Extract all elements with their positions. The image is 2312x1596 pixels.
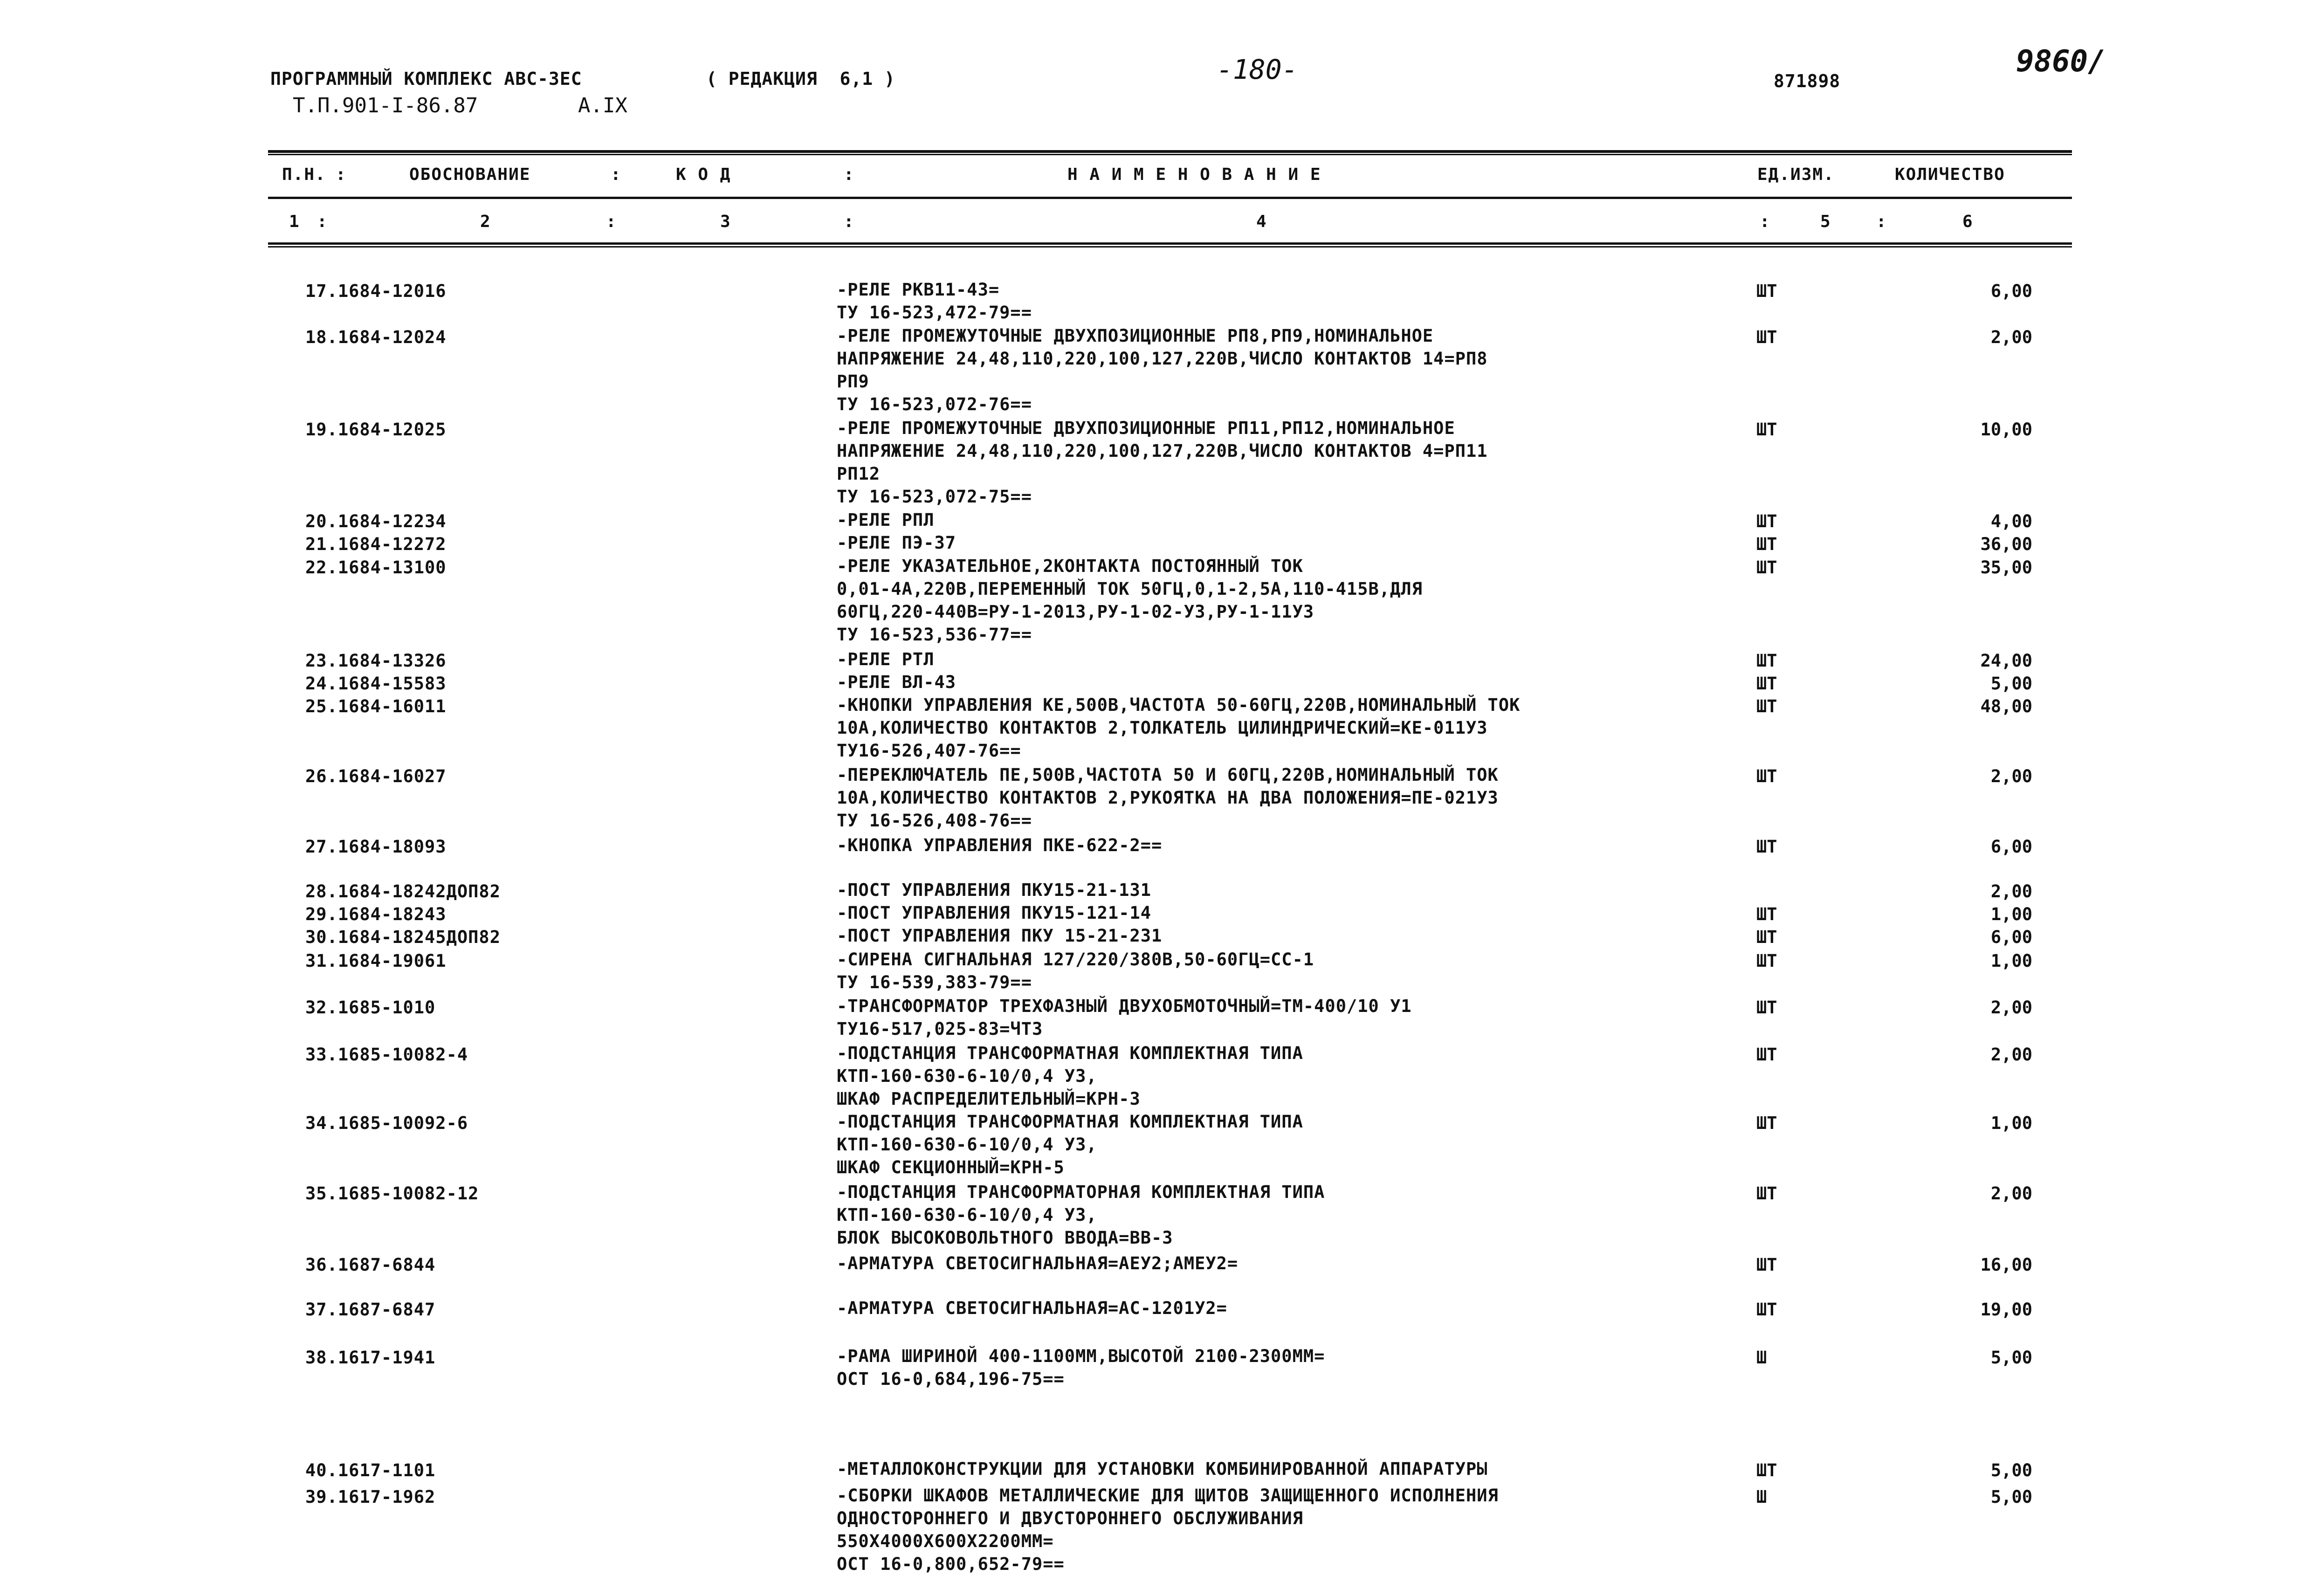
row-name-line: -СБОРКИ ШКАФОВ МЕТАЛЛИЧЕСКИЕ ДЛЯ ЩИТОВ ЗАЩИЩЕННОГО ИСПОЛНЕНИЯ xyxy=(837,1486,1499,1506)
row-name xyxy=(837,671,956,694)
col-header-pn: П.Н. xyxy=(282,165,326,184)
col-number-1: 1 xyxy=(289,212,300,231)
row-name-line: ТУ 16-523,472-79== xyxy=(837,303,1032,323)
row-name xyxy=(837,324,1488,416)
col-header-code: К О Д xyxy=(676,165,731,184)
row-code: 24.1684-15583 xyxy=(305,674,447,694)
row-name-line: ОСТ 16-0,684,196-75== xyxy=(837,1369,1065,1389)
row-unit: ШТ xyxy=(1756,1460,1777,1480)
row-name-line: КТП-160-630-6-10/0,4 У3, xyxy=(837,1135,1097,1155)
row-name-line: -РЕЛЕ ПЭ-37 xyxy=(837,533,956,553)
row-unit: ШТ xyxy=(1756,651,1777,671)
row-name-line: -РЕЛЕ ВЛ-43 xyxy=(837,672,956,692)
row-unit: ШТ xyxy=(1756,281,1777,301)
col-sep: : xyxy=(336,165,347,184)
col-sep: : xyxy=(844,212,855,231)
col-number-6: 6 xyxy=(1962,212,1974,231)
row-quantity: 1,00 xyxy=(1990,1113,2032,1133)
row-quantity: 5,00 xyxy=(1990,1348,2032,1368)
page-number: -180- xyxy=(1217,54,1298,85)
row-unit: ШТ xyxy=(1756,1255,1777,1275)
row-name xyxy=(837,1484,1499,1575)
row-unit: ШТ xyxy=(1756,998,1777,1018)
row-unit: ШТ xyxy=(1756,327,1777,347)
row-name-line: -АРМАТУРА СВЕТОСИГНАЛЬНАЯ=АС-1201У2= xyxy=(837,1298,1227,1318)
row-name xyxy=(837,834,1162,857)
row-name-line: ОДНОСТОРОННЕГО И ДВУСТОРОННЕГО ОБСЛУЖИВАНИЯ xyxy=(837,1508,1303,1528)
header-top-rule-thin xyxy=(268,154,2072,155)
col-header-unit: ЕД.ИЗМ. xyxy=(1757,165,1835,184)
row-code: 40.1617-1101 xyxy=(305,1460,436,1480)
row-name-line: 10А,КОЛИЧЕСТВО КОНТАКТОВ 2,РУКОЯТКА НА ДВА ПОЛОЖЕНИЯ=ПЕ-021У3 xyxy=(837,788,1499,808)
edition-label: ( РЕДАКЦИЯ 6,1 ) xyxy=(706,69,895,89)
row-name xyxy=(837,531,956,554)
header-top-rule xyxy=(268,150,2072,153)
row-quantity: 16,00 xyxy=(1980,1255,2032,1275)
row-name-line: ШКАФ РАСПРЕДЕЛИТЕЛЬНЫЙ=КРН-3 xyxy=(837,1089,1141,1109)
row-name xyxy=(837,694,1520,762)
row-quantity: 2,00 xyxy=(1990,766,2032,786)
row-name-line: РП9 xyxy=(837,371,869,392)
header-middle-rule xyxy=(268,197,2072,199)
row-code: 28.1684-18242ДОП82 xyxy=(305,881,501,901)
row-name-line: КТП-160-630-6-10/0,4 У3, xyxy=(837,1205,1097,1225)
row-name-line: НАПРЯЖЕНИЕ 24,48,110,220,100,127,220В,ЧИСЛО КОНТАКТОВ 14=РП8 xyxy=(837,349,1488,369)
row-name xyxy=(837,1252,1238,1275)
album-label: А.IX xyxy=(578,94,627,117)
row-quantity: 1,00 xyxy=(1990,904,2032,924)
row-code: 36.1687-6844 xyxy=(305,1255,436,1275)
row-name-line: ТУ 16-523,072-76== xyxy=(837,394,1032,414)
row-quantity: 2,00 xyxy=(1990,998,2032,1018)
row-unit: ШТ xyxy=(1756,534,1777,554)
row-name-line: -АРМАТУРА СВЕТОСИГНАЛЬНАЯ=АЕУ2;АМЕУ2= xyxy=(837,1253,1239,1273)
row-quantity: 36,00 xyxy=(1980,534,2032,554)
row-name xyxy=(837,1458,1488,1480)
row-name-line: КТП-160-630-6-10/0,4 У3, xyxy=(837,1066,1097,1086)
row-name-line: -МЕТАЛЛОКОНСТРУКЦИИ ДЛЯ УСТАНОВКИ КОМБИНИРОВАННОЙ АППАРАТУРЫ xyxy=(837,1459,1488,1479)
col-header-name: Н А И М Е Н О В А Н И Е xyxy=(1067,165,1321,184)
row-code: 22.1684-13100 xyxy=(305,557,447,578)
row-quantity: 19,00 xyxy=(1980,1300,2032,1320)
col-header-qty: КОЛИЧЕСТВО xyxy=(1895,165,2005,184)
row-code: 17.1684-12016 xyxy=(305,281,447,301)
row-quantity: 48,00 xyxy=(1980,696,2032,716)
row-quantity: 4,00 xyxy=(1990,511,2032,531)
row-quantity: 5,00 xyxy=(1990,674,2032,694)
row-code: 33.1685-10082-4 xyxy=(305,1045,468,1065)
header-bottom-rule-thin xyxy=(268,246,2072,248)
row-quantity: 2,00 xyxy=(1990,881,2032,901)
row-unit: ШТ xyxy=(1756,927,1777,947)
row-unit: ШТ xyxy=(1756,674,1777,694)
row-name xyxy=(837,995,1412,1040)
row-name xyxy=(837,764,1499,832)
row-code: 27.1684-18093 xyxy=(305,837,447,857)
row-code: 20.1684-12234 xyxy=(305,511,447,531)
row-unit: ШТ xyxy=(1756,1300,1777,1320)
row-name-line: -ПОСТ УПРАВЛЕНИЯ ПКУ15-121-14 xyxy=(837,903,1152,923)
row-name xyxy=(837,648,934,671)
row-unit: ШТ xyxy=(1756,837,1777,857)
row-name-line: -ПОСТ УПРАВЛЕНИЯ ПКУ 15-21-231 xyxy=(837,926,1163,946)
row-name-line: -РЕЛЕ УКАЗАТЕЛЬНОЕ,2КОНТАКТА ПОСТОЯННЫЙ ТОК xyxy=(837,556,1303,576)
row-code: 21.1684-12272 xyxy=(305,534,447,554)
row-quantity: 2,00 xyxy=(1990,327,2032,347)
row-code: 32.1685-1010 xyxy=(305,998,436,1018)
row-name-line: ОСТ 16-0,800,652-79== xyxy=(837,1554,1065,1574)
row-name xyxy=(837,555,1423,646)
row-name xyxy=(837,417,1488,508)
row-name-line: -КНОПКИ УПРАВЛЕНИЯ КЕ,500В,ЧАСТОТА 50-60ГЦ,220В,НОМИНАЛЬНЫЙ ТОК xyxy=(837,695,1521,715)
row-name-line: -ПОДСТАНЦИЯ ТРАНСФОРМАТНАЯ КОМПЛЕКТНАЯ ТИПА xyxy=(837,1112,1303,1132)
row-quantity: 10,00 xyxy=(1980,420,2032,440)
row-unit: Ш xyxy=(1756,1487,1767,1507)
row-name xyxy=(837,1297,1227,1320)
col-header-basis: ОБОСНОВАНИЕ xyxy=(409,165,531,184)
row-name-line: -КНОПКА УПРАВЛЕНИЯ ПКЕ-622-2== xyxy=(837,835,1163,855)
col-number-4: 4 xyxy=(1256,212,1267,231)
row-name xyxy=(837,924,1162,947)
col-sep: : xyxy=(844,165,855,184)
row-name-line: -ТРАНСФОРМАТОР ТРЕХФАЗНЫЙ ДВУХОБМОТОЧНЫЙ=ТМ-400/10 У1 xyxy=(837,996,1412,1016)
row-quantity: 1,00 xyxy=(1990,951,2032,971)
row-unit: ШТ xyxy=(1756,951,1777,971)
row-code: 19.1684-12025 xyxy=(305,420,447,440)
row-code: 29.1684-18243 xyxy=(305,904,447,924)
row-name-line: 550Х4000Х600Х2200ММ= xyxy=(837,1531,1054,1551)
row-code: 26.1684-16027 xyxy=(305,766,447,786)
row-name-line: ТУ16-517,025-83=ЧТЗ xyxy=(837,1019,1043,1039)
row-name-line: -ПОДСТАНЦИЯ ТРАНСФОРМАТОРНАЯ КОМПЛЕКТНАЯ ТИПА xyxy=(837,1182,1325,1202)
row-name-line: -РЕЛЕ РТЛ xyxy=(837,649,935,669)
col-sep: : xyxy=(611,165,622,184)
handwritten-sheet-mark: 9860/ xyxy=(2016,44,2106,79)
project-code: Т.П.901-I-86.87 xyxy=(293,94,478,117)
row-name-line: ТУ 16-526,408-76== xyxy=(837,811,1032,831)
row-name xyxy=(837,1042,1303,1110)
row-code: 25.1684-16011 xyxy=(305,696,447,716)
row-name-line: -РЕЛЕ ПРОМЕЖУТОЧНЫЕ ДВУХПОЗИЦИОННЫЕ РП11,РП12,НОМИНАЛЬНОЕ xyxy=(837,418,1455,438)
row-name-line: БЛОК ВЫСОКОВОЛЬТНОГО ВВОДА=ВВ-3 xyxy=(837,1228,1173,1248)
row-unit: ШТ xyxy=(1756,1113,1777,1133)
row-name-line: -ПЕРЕКЛЮЧАТЕЛЬ ПЕ,500В,ЧАСТОТА 50 И 60ГЦ,220В,НОМИНАЛЬНЫЙ ТОК xyxy=(837,765,1499,785)
row-name xyxy=(837,509,934,531)
row-unit: ШТ xyxy=(1756,511,1777,531)
row-name-line: ТУ 16-523,072-75== xyxy=(837,487,1032,507)
row-name-line: РП12 xyxy=(837,464,881,484)
row-name xyxy=(837,278,1032,324)
row-unit: ШТ xyxy=(1756,1045,1777,1065)
program-title: ПРОГРАММНЫЙ КОМПЛЕКС АВС-ЗЕС xyxy=(270,69,582,89)
row-name-line: ТУ 16-539,383-79== xyxy=(837,972,1032,992)
row-code: 37.1687-6847 xyxy=(305,1300,436,1320)
row-unit: Ш xyxy=(1756,1348,1767,1368)
col-sep: : xyxy=(606,212,617,231)
row-unit: ШТ xyxy=(1756,420,1777,440)
row-quantity: 24,00 xyxy=(1980,651,2032,671)
row-name-line: ШКАФ СЕКЦИОННЫЙ=КРН-5 xyxy=(837,1157,1065,1177)
row-name-line: ТУ 16-523,536-77== xyxy=(837,625,1032,645)
col-sep: : xyxy=(1760,212,1771,231)
row-code: 35.1685-10082-12 xyxy=(305,1183,479,1204)
row-name-line: -ПОСТ УПРАВЛЕНИЯ ПКУ15-21-131 xyxy=(837,880,1152,900)
row-name xyxy=(837,1110,1303,1179)
row-code: 34.1685-10092-6 xyxy=(305,1113,468,1133)
row-unit: ШТ xyxy=(1756,557,1777,578)
row-code: 38.1617-1941 xyxy=(305,1348,436,1368)
row-code: 39.1617-1962 xyxy=(305,1487,436,1507)
col-number-3: 3 xyxy=(720,212,731,231)
row-unit: ШТ xyxy=(1756,1183,1777,1204)
row-name-line: НАПРЯЖЕНИЕ 24,48,110,220,100,127,220В,ЧИСЛО КОНТАКТОВ 4=РП11 xyxy=(837,441,1488,461)
col-sep: : xyxy=(317,212,328,231)
document-number: 871898 xyxy=(1774,71,1841,91)
row-quantity: 6,00 xyxy=(1990,927,2032,947)
row-name-line: -РЕЛЕ ПРОМЕЖУТОЧНЫЕ ДВУХПОЗИЦИОННЫЕ РП8,РП9,НОМИНАЛЬНОЕ xyxy=(837,326,1434,346)
row-name-line: 0,01-4А,220В,ПЕРЕМЕННЫЙ ТОК 50ГЦ,0,1-2,5А,110-415В,ДЛЯ xyxy=(837,579,1423,599)
row-quantity: 5,00 xyxy=(1990,1487,2032,1507)
row-name-line: -ПОДСТАНЦИЯ ТРАНСФОРМАТНАЯ КОМПЛЕКТНАЯ ТИПА xyxy=(837,1043,1303,1063)
row-quantity: 2,00 xyxy=(1990,1183,2032,1204)
row-name-line: -РАМА ШИРИНОЙ 400-1100ММ,ВЫСОТОЙ 2100-2300ММ= xyxy=(837,1346,1325,1366)
row-name xyxy=(837,879,1151,901)
row-quantity: 35,00 xyxy=(1980,557,2032,578)
row-unit: ШТ xyxy=(1756,696,1777,716)
row-quantity: 2,00 xyxy=(1990,1045,2032,1065)
row-name xyxy=(837,1345,1325,1390)
row-name xyxy=(837,901,1151,924)
row-unit: ШТ xyxy=(1756,904,1777,924)
header-bottom-rule xyxy=(268,242,2072,245)
row-name-line: 60ГЦ,220-440В=РУ-1-2013,РУ-1-02-У3,РУ-1-11У3 xyxy=(837,602,1314,622)
row-name xyxy=(837,948,1314,994)
row-name-line: -РЕЛЕ РКВ11-43= xyxy=(837,280,1000,300)
row-code: 18.1684-12024 xyxy=(305,327,447,347)
col-number-5: 5 xyxy=(1820,212,1831,231)
row-name-line: ТУ16-526,407-76== xyxy=(837,741,1021,761)
row-name-line: -СИРЕНА СИГНАЛЬНАЯ 127/220/380В,50-60ГЦ=СС-1 xyxy=(837,949,1314,970)
row-name-line: -РЕЛЕ РПЛ xyxy=(837,510,935,530)
row-code: 30.1684-18245ДОП82 xyxy=(305,927,501,947)
col-number-2: 2 xyxy=(480,212,491,231)
row-unit: ШТ xyxy=(1756,766,1777,786)
row-name-line: 10А,КОЛИЧЕСТВО КОНТАКТОВ 2,ТОЛКАТЕЛЬ ЦИЛИНДРИЧЕСКИЙ=КЕ-011У3 xyxy=(837,718,1488,738)
row-quantity: 5,00 xyxy=(1990,1460,2032,1480)
row-quantity: 6,00 xyxy=(1990,837,2032,857)
row-code: 31.1684-19061 xyxy=(305,951,447,971)
row-name xyxy=(837,1181,1325,1249)
row-quantity: 6,00 xyxy=(1990,281,2032,301)
row-code: 23.1684-13326 xyxy=(305,651,447,671)
col-sep: : xyxy=(1876,212,1887,231)
